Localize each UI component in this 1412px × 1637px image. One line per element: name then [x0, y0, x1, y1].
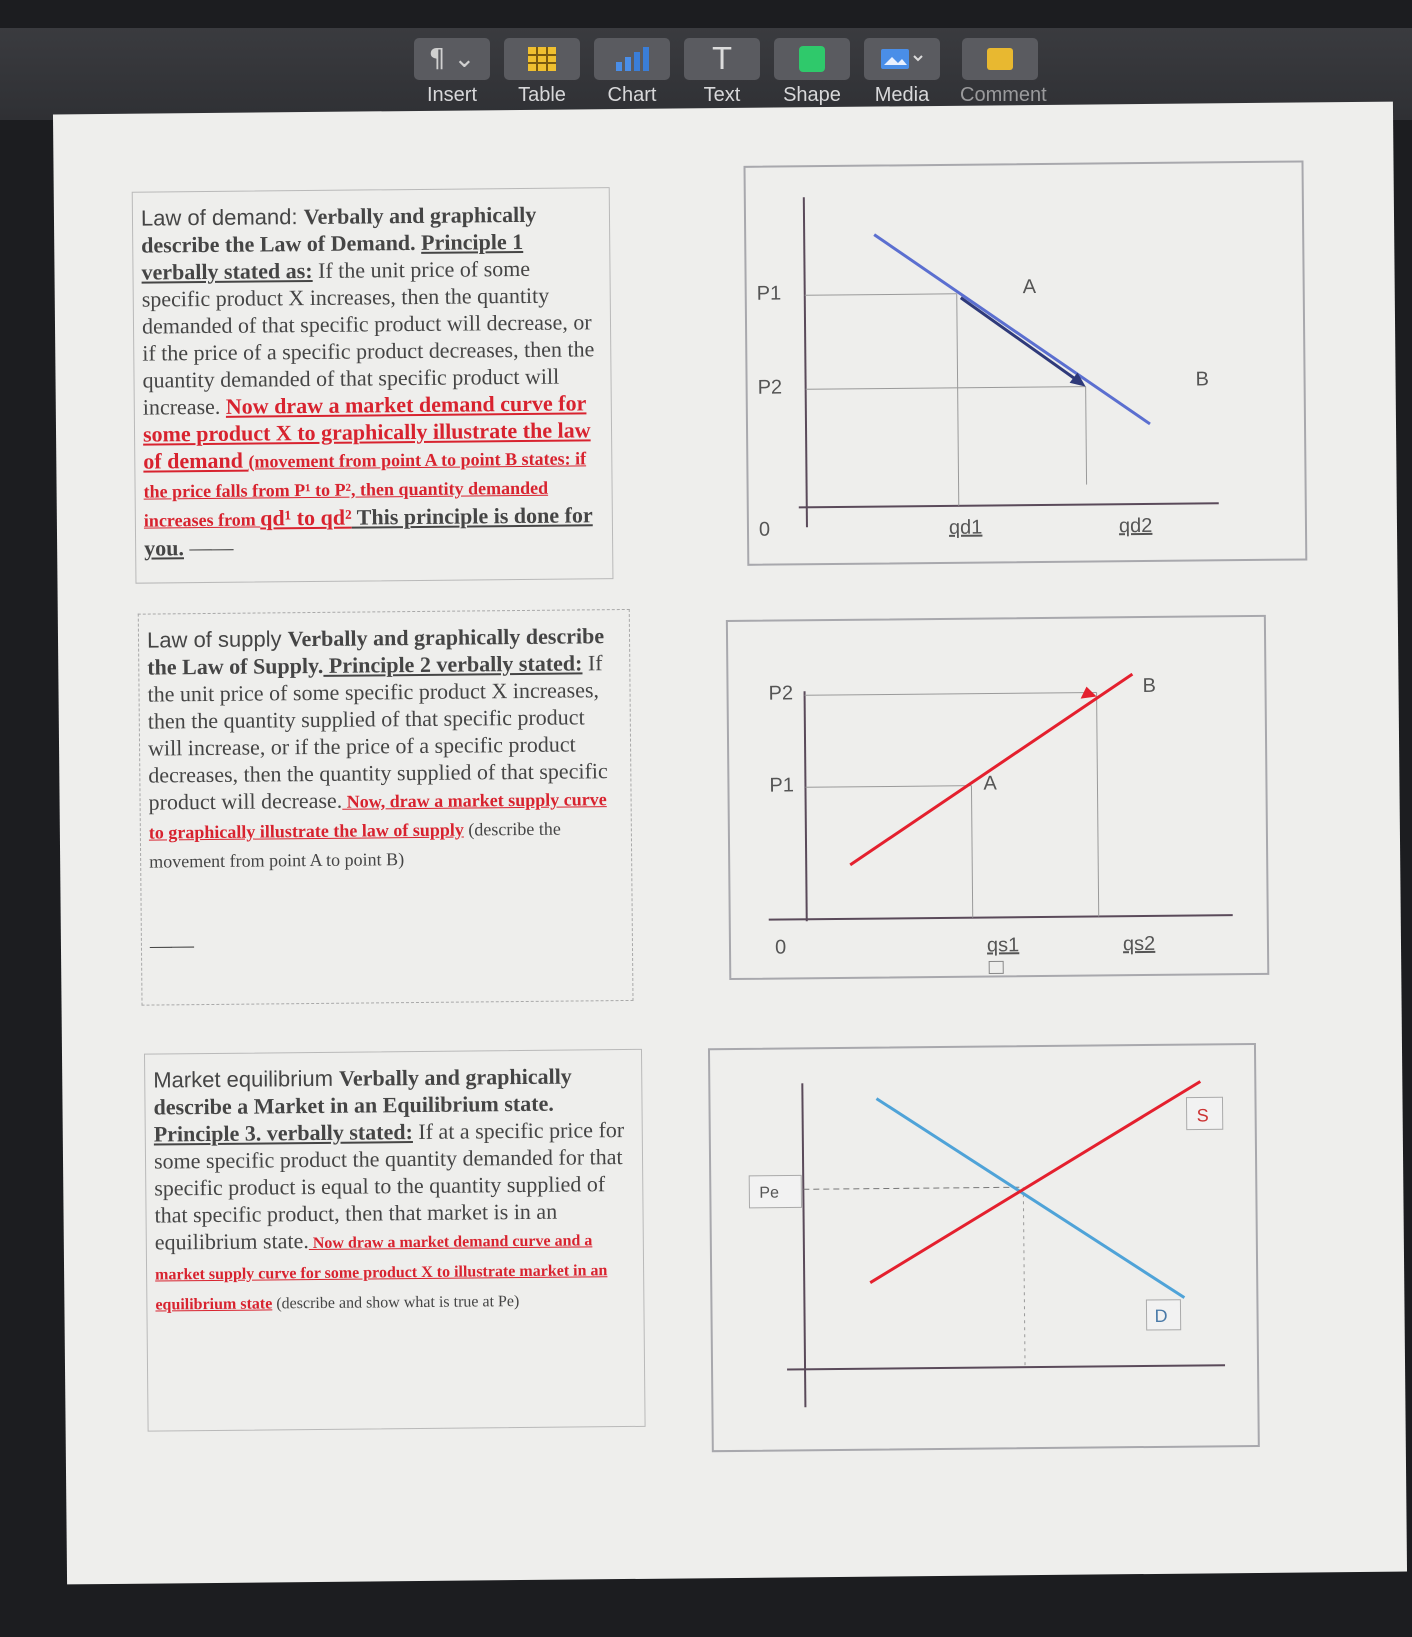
- supply-p1-guide: [805, 786, 971, 788]
- media-icon: [864, 38, 940, 80]
- supply-lead: Law of supply: [146, 626, 288, 653]
- supply-p2-guide: [805, 692, 1097, 695]
- supply-qs1-guide: [971, 786, 972, 918]
- demand-qd2-label: qd2: [1118, 514, 1153, 538]
- table-icon: [504, 38, 580, 80]
- supply-instruction: Now, draw a market supply curve to graphically illustrate the law of supply: [148, 789, 607, 843]
- supply-dash: ——: [149, 932, 195, 958]
- text-tool[interactable]: [682, 38, 762, 107]
- demand-done-note: This principle is done for you.: [144, 502, 593, 561]
- shape-label: Shape: [783, 84, 841, 106]
- demand-body: If the unit price of some specific product X increases, then the quantity demanded of that specific product will decrease, or if the price of a specific product decreases, then the quantity demanded of that specific product will increase.: [141, 255, 595, 420]
- supply-qs2-guide: [1097, 692, 1099, 916]
- supply-point-b: B: [1142, 674, 1156, 698]
- chart-icon: [594, 38, 670, 80]
- supply-point-a: A: [983, 772, 997, 795]
- document-page: [53, 102, 1407, 1585]
- equilibrium-pe-guide: [803, 1187, 1023, 1189]
- supply-principle: Principle 2 verbally stated:: [323, 650, 583, 678]
- shape-icon: [774, 38, 850, 80]
- demand-textbox[interactable]: [132, 187, 614, 584]
- supply-y-axis: [805, 691, 807, 921]
- supply-x-axis: [769, 915, 1233, 919]
- equilibrium-chart-svg: [710, 1045, 1258, 1450]
- demand-p1-guide: [805, 294, 957, 295]
- equilibrium-supply-curve: [868, 1081, 1202, 1282]
- demand-curve: [874, 232, 1150, 427]
- demand-qd1-label: qd1: [948, 516, 983, 539]
- supply-textbox[interactable]: [138, 609, 634, 1006]
- demand-qd2-guide: [1086, 387, 1087, 485]
- table-tool[interactable]: [502, 38, 582, 107]
- demand-chart[interactable]: [744, 160, 1308, 565]
- equilibrium-qe-guide: [1023, 1187, 1025, 1367]
- equilibrium-s-label: S: [1196, 1105, 1209, 1126]
- demand-x-axis: [799, 503, 1219, 507]
- demand-y-axis: [804, 197, 807, 527]
- comment-label: Comment: [960, 84, 1047, 106]
- demand-movement-arrow: [961, 297, 1078, 382]
- media-label: Media: [874, 84, 930, 106]
- equilibrium-instruction: Now draw a market demand curve and a market supply curve for some product X to illustrate market in an equilibrium state: [155, 1232, 608, 1314]
- demand-origin-label: 0: [758, 518, 771, 541]
- equilibrium-body: If at a specific price for some specific product the quantity demanded for that specific product is equal to the quantity supplied of that specific product, then that market is in an equilibrium state.: [153, 1117, 625, 1255]
- demand-p1-label: P1: [756, 282, 782, 305]
- text-label: Text: [703, 84, 741, 106]
- supply-origin-label: 0: [774, 936, 787, 959]
- equilibrium-x-axis: [787, 1365, 1225, 1369]
- equilibrium-textbox[interactable]: [144, 1049, 646, 1432]
- paragraph-icon: ¶ ⌄: [414, 38, 490, 80]
- chart-tool[interactable]: [592, 38, 672, 107]
- text-icon: T: [684, 38, 760, 80]
- demand-quantities: qd¹ to qd²: [260, 504, 352, 531]
- equilibrium-chart[interactable]: [708, 1043, 1260, 1452]
- supply-body: If the unit price of some specific product X increases, then the quantity supplied of that specific product will increase, or if the price of a specific product decreases, then the quantity supplied of that specific product will decrease.: [147, 650, 608, 815]
- equilibrium-demand-curve: [876, 1096, 1184, 1301]
- supply-title: Verbally and graphically describe the Law of Supply.: [147, 623, 605, 680]
- demand-title: Verbally and graphically describe the Law of Demand.: [141, 201, 537, 258]
- equilibrium-lead: Market equilibrium: [153, 1065, 340, 1093]
- demand-point-a: A: [1022, 276, 1037, 299]
- supply-qs1-label: qs1: [986, 934, 1020, 957]
- supply-p1-label: P1: [769, 774, 795, 797]
- demand-p2-label: P2: [757, 376, 783, 399]
- comment-tool[interactable]: [960, 38, 1047, 107]
- demand-chart-svg: [746, 162, 1306, 563]
- add-row-icon[interactable]: [989, 961, 1003, 973]
- demand-lead: Law of demand:: [140, 204, 304, 231]
- demand-qd1-guide: [957, 294, 959, 506]
- equilibrium-tail: (describe and show what is true at Pe): [272, 1293, 520, 1313]
- insert-tool[interactable]: [412, 38, 492, 107]
- supply-qs2-label: qs2: [1122, 932, 1156, 956]
- supply-chart[interactable]: [726, 615, 1269, 980]
- demand-p2-guide: [806, 387, 1086, 390]
- demand-point-b: B: [1195, 368, 1210, 391]
- insert-label: Insert: [426, 84, 478, 106]
- supply-p2-label: P2: [768, 682, 794, 705]
- equilibrium-principle: Principle 3. verbally stated:: [153, 1119, 413, 1147]
- shape-tool[interactable]: [772, 38, 852, 107]
- demand-dash: ——: [183, 534, 234, 561]
- equilibrium-pe-label: Pe: [759, 1184, 780, 1202]
- equilibrium-y-axis: [802, 1083, 805, 1407]
- demand-instruction: Now draw a market demand curve for some product X to graphically illustrate the law of demand: [142, 390, 591, 474]
- media-tool[interactable]: [862, 38, 942, 107]
- equilibrium-title: Verbally and graphically describe a Market in an Equilibrium state.: [153, 1063, 572, 1120]
- equilibrium-d-label: D: [1154, 1305, 1168, 1326]
- supply-curve: [848, 674, 1134, 865]
- comment-icon: [962, 38, 1038, 80]
- supply-chart-svg: [728, 617, 1267, 978]
- chart-label: Chart: [607, 84, 657, 106]
- demand-instruction-detail: (movement from point A to point B states: if the price falls from P¹ to P², then quantity demanded increases from: [143, 448, 587, 531]
- supply-tail: (describe the movement from point A to point B): [149, 818, 561, 872]
- demand-principle: Principle 1 verbally stated as:: [141, 228, 524, 285]
- table-label: Table: [518, 84, 566, 106]
